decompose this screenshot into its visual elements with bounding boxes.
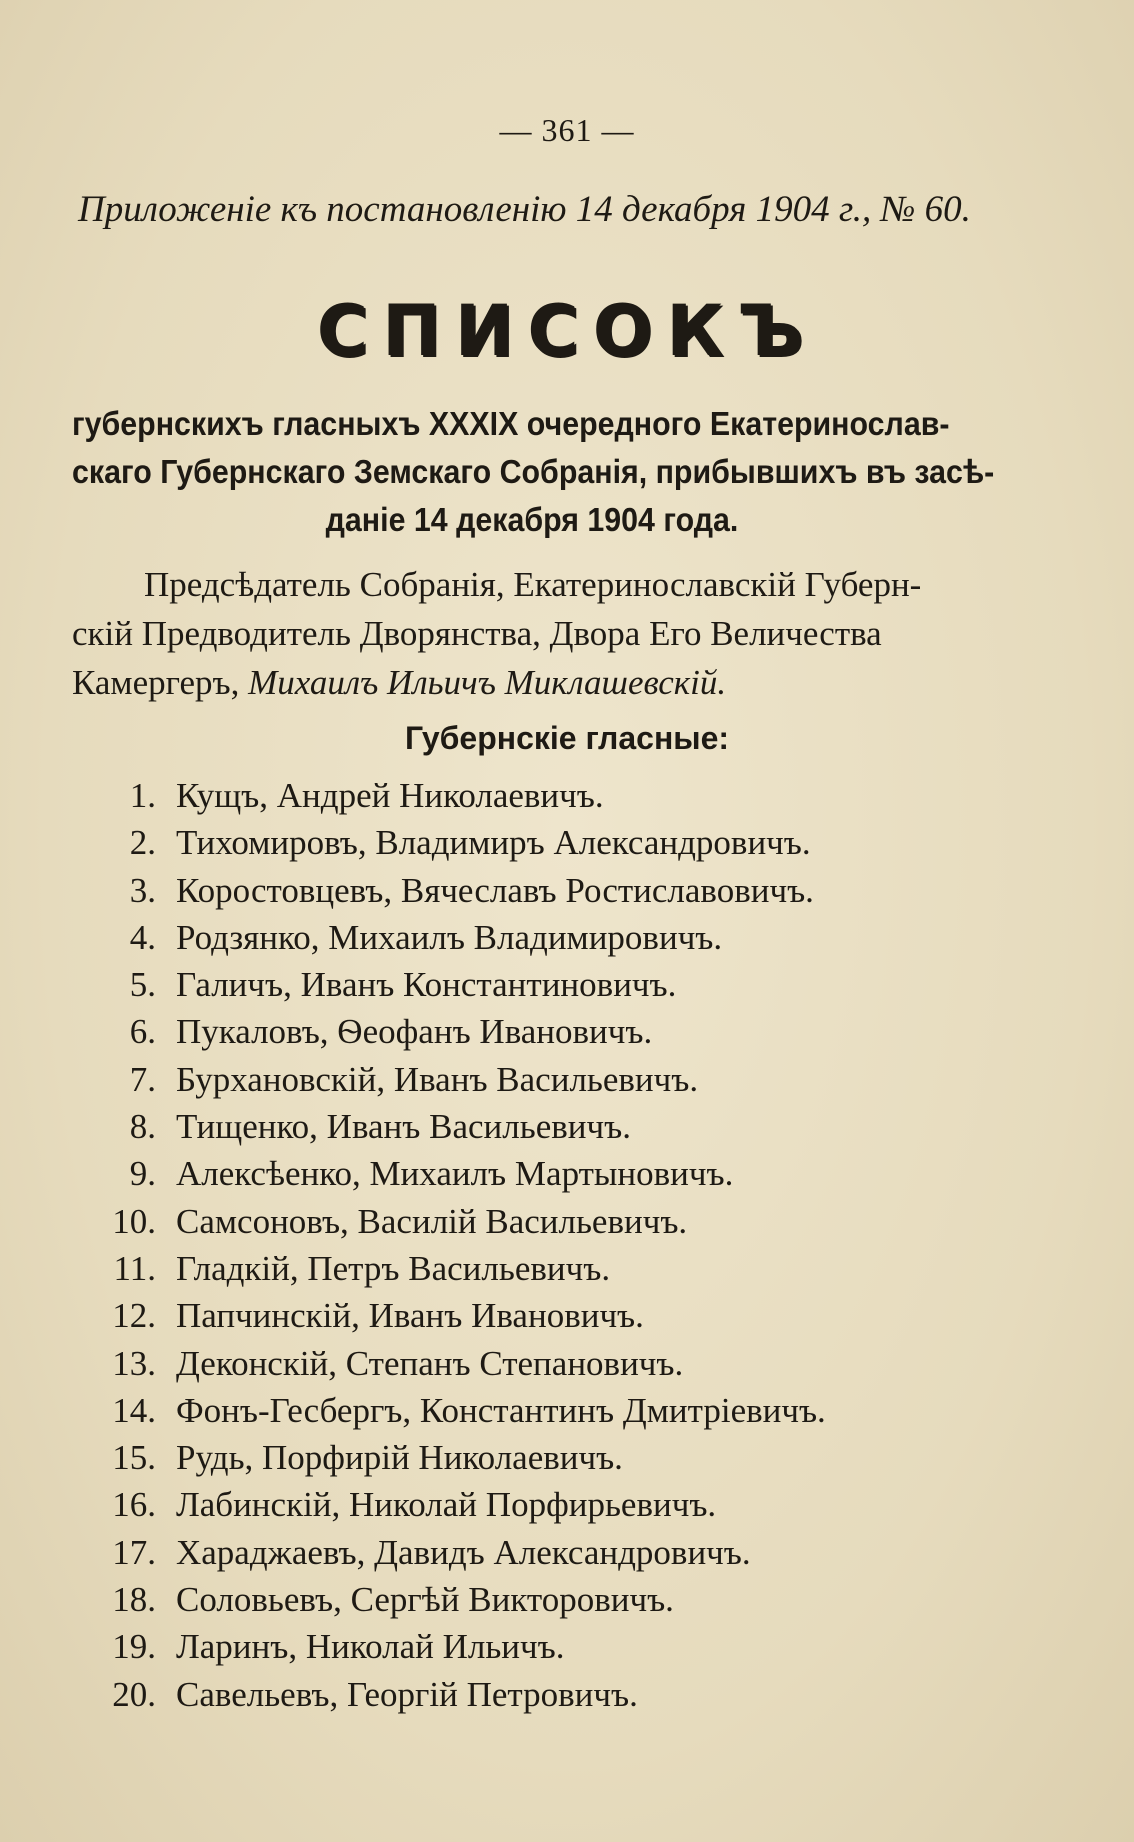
list-item-number: 14. bbox=[112, 1390, 156, 1430]
list-item bbox=[0, 1623, 1134, 1670]
chairman-line: Предсѣдатель Собранія, Екатеринославскій Губерн- bbox=[144, 565, 922, 604]
list-item-name: Хараджаевъ, Давидъ Александровичъ. bbox=[176, 1532, 751, 1572]
list-item-number: 10. bbox=[112, 1201, 156, 1241]
list-item bbox=[0, 1671, 1134, 1718]
member-list bbox=[0, 772, 1134, 1718]
appendix-reference: Приложеніе къ постановленію 14 декабря 1904 г., № 60. bbox=[78, 189, 971, 230]
list-item-number: 3. bbox=[129, 870, 156, 910]
list-item bbox=[0, 1529, 1134, 1576]
chairman-paragraph bbox=[72, 560, 992, 707]
list-item-number: 4. bbox=[129, 917, 156, 957]
list-item bbox=[0, 1576, 1134, 1623]
list-item-number: 2. bbox=[129, 823, 156, 863]
list-item-name: Самсоновъ, Василій Васильевичъ. bbox=[176, 1201, 688, 1241]
list-item-name: Гладкій, Петръ Васильевичъ. bbox=[176, 1248, 611, 1288]
list-item-name: Фонъ-Гесбергъ, Константинъ Дмитріевичъ. bbox=[176, 1390, 826, 1430]
list-item bbox=[0, 1481, 1134, 1528]
list-item-name: Коростовцевъ, Вячеславъ Ростиславовичъ. bbox=[176, 870, 814, 910]
subtitle-line: скаго Губернскаго Земскаго Собранія, прибывшихъ въ засѣ- bbox=[72, 453, 995, 490]
chairman-line bbox=[72, 658, 992, 707]
list-item-name: Савельевъ, Георгій Петровичъ. bbox=[176, 1674, 638, 1714]
list-item-name: Тихомировъ, Владимиръ Александровичъ. bbox=[176, 823, 811, 863]
section-heading: Губернскіе гласные: bbox=[404, 720, 730, 756]
list-item-number: 9. bbox=[129, 1154, 156, 1194]
chairman-line: скій Предводитель Дворянства, Двора Его Величества bbox=[72, 614, 882, 653]
chairman-name: Михаилъ Ильичъ Миклашевскій. bbox=[248, 663, 727, 702]
list-item bbox=[0, 1340, 1134, 1387]
document-title: СПИСОКЪ bbox=[316, 290, 818, 372]
list-item bbox=[0, 1292, 1134, 1339]
list-item-number: 6. bbox=[129, 1012, 156, 1052]
list-item-name: Кущъ, Андрей Николаевичъ. bbox=[176, 776, 604, 815]
list-item-name: Бурхановскій, Иванъ Васильевичъ. bbox=[176, 1059, 699, 1099]
list-item bbox=[0, 1008, 1134, 1055]
list-item-number: 16. bbox=[112, 1485, 156, 1525]
list-item-number: 11. bbox=[113, 1248, 156, 1288]
list-item bbox=[0, 914, 1134, 961]
list-item-number: 18. bbox=[112, 1580, 156, 1620]
list-item bbox=[0, 1198, 1134, 1245]
list-item bbox=[0, 1150, 1134, 1197]
list-item bbox=[0, 1056, 1134, 1103]
list-item-number: 12. bbox=[112, 1296, 156, 1336]
list-item-number: 17. bbox=[112, 1532, 156, 1572]
list-item-number: 13. bbox=[112, 1343, 156, 1383]
subtitle-line: даніе 14 декабря 1904 года. bbox=[325, 501, 739, 538]
list-item bbox=[0, 772, 1134, 819]
chairman-title: Камергеръ, bbox=[72, 663, 240, 702]
list-item-name: Родзянко, Михаилъ Владимировичъ. bbox=[176, 917, 723, 957]
list-item-number: 5. bbox=[129, 965, 156, 1005]
list-item bbox=[0, 819, 1134, 866]
list-item-name: Деконскій, Степанъ Степановичъ. bbox=[176, 1343, 684, 1383]
list-item bbox=[0, 1103, 1134, 1150]
list-item-number: 19. bbox=[112, 1627, 156, 1667]
list-item-name: Алексѣенко, Михаилъ Мартыновичъ. bbox=[176, 1154, 734, 1194]
list-item-number: 20. bbox=[112, 1674, 156, 1714]
list-item bbox=[0, 867, 1134, 914]
list-item-name: Рудь, Порфирій Николаевичъ. bbox=[176, 1438, 623, 1478]
list-item-number: 8. bbox=[129, 1107, 156, 1147]
list-item bbox=[0, 1387, 1134, 1434]
list-item bbox=[0, 1245, 1134, 1292]
page-number: — 361 — bbox=[499, 112, 635, 148]
list-item-name: Соловьевъ, Сергѣй Викторовичъ. bbox=[176, 1580, 674, 1620]
list-item-number: 1. bbox=[129, 776, 156, 815]
list-item-name: Пукаловъ, Ѳеофанъ Ивановичъ. bbox=[176, 1012, 653, 1052]
list-item-name: Лабинскій, Николай Порфирьевичъ. bbox=[176, 1485, 717, 1525]
list-item-name: Папчинскій, Иванъ Ивановичъ. bbox=[176, 1296, 644, 1336]
list-item-number: 7. bbox=[129, 1059, 156, 1099]
subtitle-line: губернскихъ гласныхъ XXXIX очередного Екатеринослав- bbox=[72, 405, 950, 442]
list-item-name: Галичъ, Иванъ Константиновичъ. bbox=[176, 965, 677, 1005]
list-item-name: Тищенко, Иванъ Васильевичъ. bbox=[176, 1107, 631, 1147]
list-item-number: 15. bbox=[112, 1438, 156, 1478]
list-item bbox=[0, 961, 1134, 1008]
list-item bbox=[0, 1434, 1134, 1481]
list-item-name: Ларинъ, Николай Ильичъ. bbox=[176, 1627, 565, 1667]
document-subtitle bbox=[72, 400, 995, 544]
